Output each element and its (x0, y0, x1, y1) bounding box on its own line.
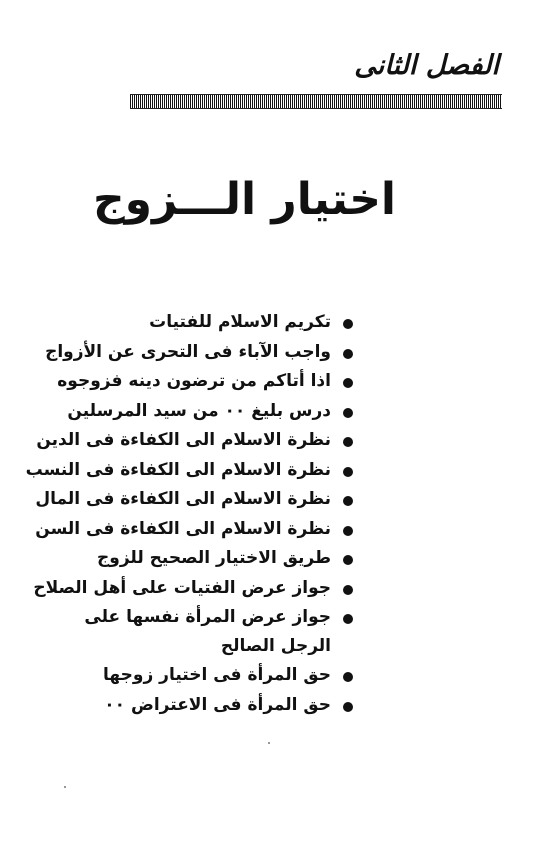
list-item-label: جواز عرض الفتيات على أهل الصلاح (33, 577, 331, 598)
chapter-title: اختيار الـــزوج (92, 174, 396, 225)
list-item (25, 456, 353, 486)
list-item (43, 397, 353, 427)
bullet-icon (343, 672, 353, 682)
list-item-label: نظرة الاسلام الى الكفاءة فى النسب (25, 459, 331, 480)
bullet-icon (343, 702, 353, 712)
bullet-icon (343, 319, 353, 329)
list-item (43, 308, 353, 338)
list-item-label: نظرة الاسلام الى الكفاءة فى السن (35, 518, 331, 539)
list-item-label: جواز عرض المرأة نفسها على الرجل الصالح (84, 607, 331, 656)
bullet-icon (343, 614, 353, 624)
bullet-icon (343, 408, 353, 418)
bullet-icon (343, 555, 353, 565)
bullet-icon (343, 349, 353, 359)
list-item-label: درس بليغ ٠٠ من سيد المرسلين (67, 400, 331, 421)
list-item-label: واجب الآباء فى التحرى عن الأزواج (45, 341, 331, 362)
bullet-icon (343, 467, 353, 477)
bullet-icon (343, 496, 353, 506)
list-item-label: تكريم الاسلام للفتيات (149, 312, 331, 332)
list-item-label: حق المرأة فى الاعتراض ٠٠ (104, 694, 331, 715)
decorative-hatched-bar (130, 94, 502, 109)
topic-list (25, 308, 353, 720)
list-item (43, 338, 353, 368)
print-speck (268, 742, 270, 744)
list-item-label: نظرة الاسلام الى الكفاءة فى الدين (36, 430, 331, 450)
bullet-icon (343, 378, 353, 388)
list-item-label: حق المرأة فى اختيار زوجها (103, 665, 331, 685)
list-item-label: اذا أتاكم من ترضون دينه فزوجوه (57, 371, 331, 391)
list-item (43, 661, 353, 691)
print-speck (64, 786, 66, 788)
chapter-label: الفصل الثانى (354, 50, 499, 81)
bullet-icon (343, 526, 353, 536)
list-item (33, 574, 353, 604)
list-item (43, 603, 353, 661)
list-item (36, 426, 353, 456)
list-item-label: طريق الاختيار الصحيح للزوج (97, 548, 331, 568)
list-item (43, 367, 353, 397)
list-item (35, 515, 353, 545)
list-item (43, 691, 353, 721)
bullet-icon (343, 437, 353, 447)
list-item (35, 485, 353, 515)
list-item-label: نظرة الاسلام الى الكفاءة فى المال (35, 489, 331, 509)
bullet-icon (343, 585, 353, 595)
list-item (43, 544, 353, 574)
